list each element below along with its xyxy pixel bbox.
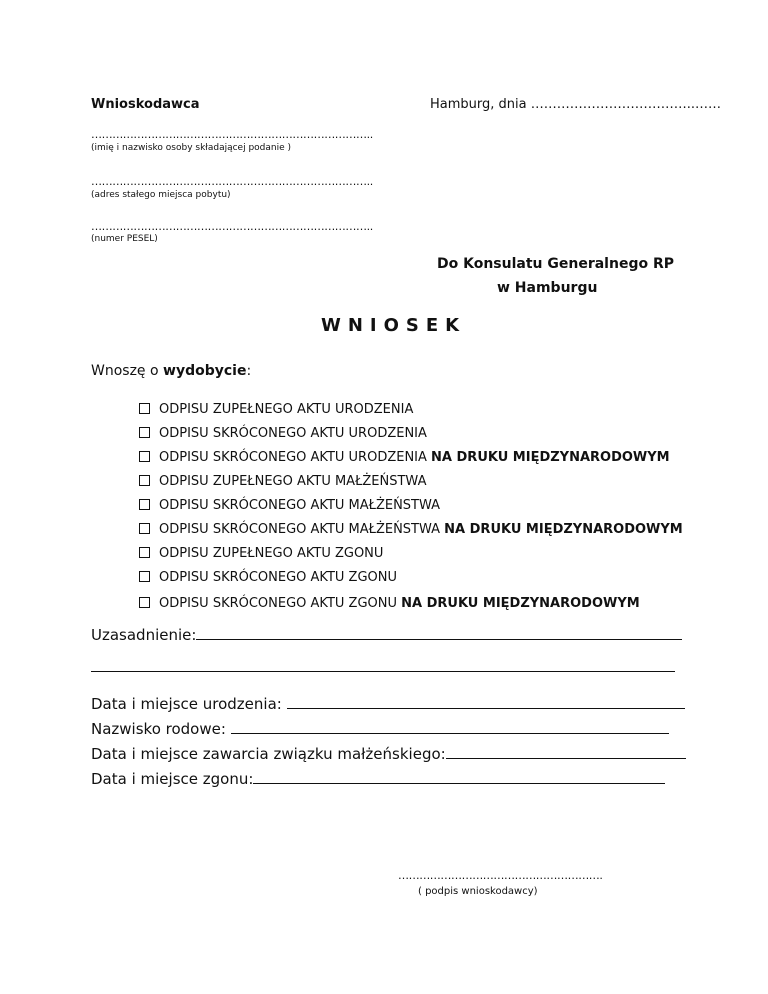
- death-label: Data i miejsce zgonu:: [91, 770, 254, 788]
- justification-line-2[interactable]: [91, 657, 675, 672]
- birth-line[interactable]: [287, 694, 685, 709]
- option-full-death[interactable]: [139, 546, 383, 561]
- name-caption: (imię i nazwisko osoby składającej podanie ): [91, 143, 292, 153]
- address-caption: (adres stałego miejsca pobytu): [91, 190, 231, 200]
- checkbox-icon[interactable]: [139, 499, 150, 510]
- signature-caption: ( podpis wnioskodawcy): [418, 886, 538, 897]
- option-short-birth-intl[interactable]: [139, 450, 670, 465]
- option-full-birth[interactable]: [139, 402, 413, 417]
- option-label: ODPISU SKRÓCONEGO AKTU ZGONU: [159, 596, 402, 611]
- addressee-line-1: Do Konsulatu Generalnego RP: [437, 256, 674, 272]
- marriage-line[interactable]: [446, 744, 686, 759]
- option-full-marriage[interactable]: [139, 474, 426, 489]
- checkbox-icon[interactable]: [139, 571, 150, 582]
- option-extra: NA DRUKU MIĘDZYNARODOWYM: [401, 596, 640, 611]
- request-intro-suffix: :: [246, 363, 252, 379]
- option-label: ODPISU SKRÓCONEGO AKTU ZGONU: [159, 570, 397, 585]
- document-title: WNIOSEK: [321, 315, 467, 336]
- checkbox-icon[interactable]: [139, 547, 150, 558]
- addressee-line-2: w Hamburgu: [497, 280, 598, 296]
- justification-line[interactable]: [196, 625, 682, 640]
- option-short-death[interactable]: [139, 570, 397, 585]
- signature-field[interactable]: ………………………………………………….: [398, 869, 603, 882]
- option-short-marriage[interactable]: [139, 498, 440, 513]
- birth-label: Data i miejsce urodzenia:: [91, 695, 287, 713]
- checkbox-icon[interactable]: [139, 523, 150, 534]
- death-line[interactable]: [253, 769, 665, 784]
- pesel-field[interactable]: ……………………………………………………………………..: [91, 220, 373, 233]
- option-label: ODPISU SKRÓCONEGO AKTU MAŁŻEŃSTWA: [159, 498, 441, 513]
- maiden-name-line[interactable]: [231, 719, 669, 734]
- maiden-name-row: [91, 719, 669, 738]
- maiden-name-label: Nazwisko rodowe:: [91, 720, 231, 738]
- checkbox-icon[interactable]: [139, 427, 150, 438]
- justification-line-2-row: [91, 657, 675, 676]
- checkbox-icon[interactable]: [139, 451, 150, 462]
- name-field[interactable]: ……………………………………………………………………..: [91, 128, 373, 141]
- request-intro-emphasis: wydobycie: [163, 363, 247, 379]
- option-label: ODPISU ZUPEŁNEGO AKTU MAŁŻEŃSTWA: [159, 474, 427, 489]
- option-label: ODPISU ZUPEŁNEGO AKTU URODZENIA: [159, 402, 414, 417]
- address-field[interactable]: ……………………………………………………………………..: [91, 175, 373, 188]
- checkbox-icon[interactable]: [139, 597, 150, 608]
- birth-row: [91, 694, 685, 713]
- option-short-death-intl[interactable]: [139, 596, 640, 611]
- option-label: ODPISU SKRÓCONEGO AKTU URODZENIA: [159, 450, 432, 465]
- applicant-label: Wnioskodawca: [91, 97, 200, 112]
- pesel-caption: (numer PESEL): [91, 234, 158, 244]
- option-label: ODPISU SKRÓCONEGO AKTU URODZENIA: [159, 426, 427, 441]
- justification-label: Uzasadnienie:: [91, 626, 197, 644]
- option-short-marriage-intl[interactable]: [139, 522, 683, 537]
- place-date-field[interactable]: Hamburg, dnia ………………………………..……: [430, 97, 721, 112]
- marriage-label: Data i miejsce zawarcia związku małżeńskiego:: [91, 745, 446, 763]
- option-extra: NA DRUKU MIĘDZYNARODOWYM: [431, 450, 670, 465]
- request-intro: [91, 363, 251, 379]
- marriage-row: [91, 744, 686, 763]
- option-label: ODPISU SKRÓCONEGO AKTU MAŁŻEŃSTWA: [159, 522, 445, 537]
- option-extra: NA DRUKU MIĘDZYNARODOWYM: [444, 522, 683, 537]
- checkbox-icon[interactable]: [139, 403, 150, 414]
- death-row: [91, 769, 665, 788]
- option-short-birth[interactable]: [139, 426, 427, 441]
- option-label: ODPISU ZUPEŁNEGO AKTU ZGONU: [159, 546, 384, 561]
- checkbox-icon[interactable]: [139, 475, 150, 486]
- request-intro-prefix: Wnoszę o: [91, 363, 164, 379]
- justification-row: [91, 625, 682, 644]
